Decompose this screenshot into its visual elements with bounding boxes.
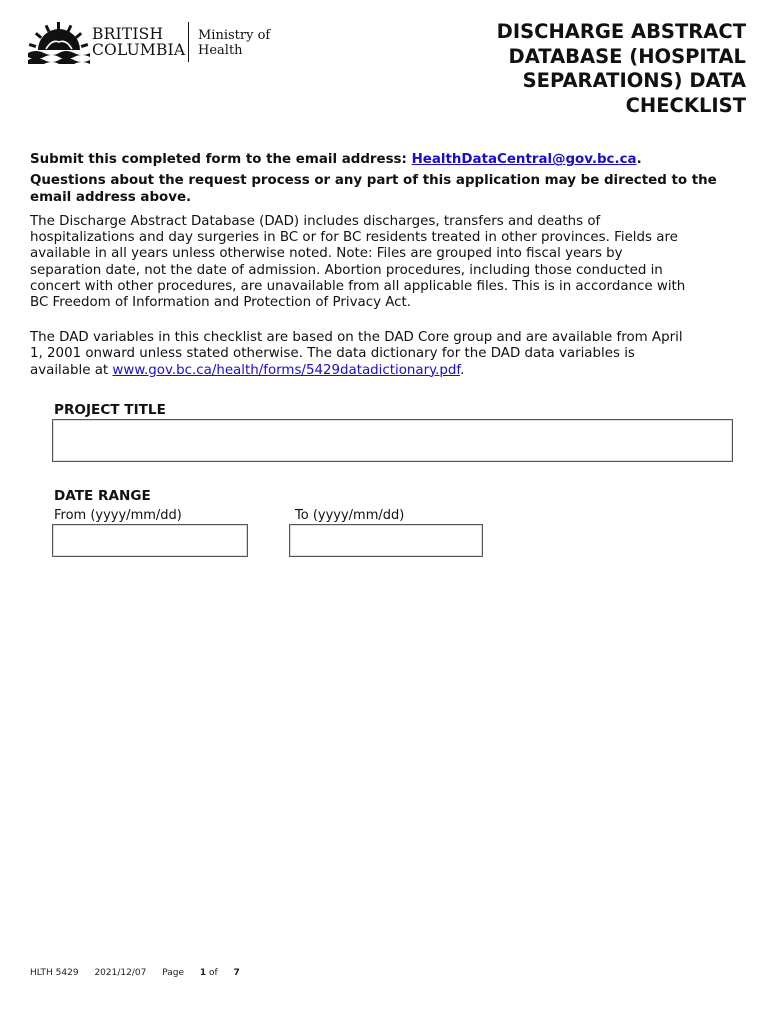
document-title-line: DATABASE (HOSPITAL bbox=[508, 44, 746, 68]
paragraph-line: The Discharge Abstract Database (DAD) includes discharges, transfers and deaths of bbox=[30, 214, 601, 229]
paragraph-text: available at bbox=[30, 362, 113, 378]
logo-ministry-text: Ministry of bbox=[198, 28, 271, 43]
from-date-input[interactable] bbox=[52, 524, 248, 557]
paragraph-line: The DAD variables in this checklist are based on the DAD Core group and are available from April bbox=[30, 330, 683, 346]
logo-british-text: BRITISH bbox=[92, 25, 164, 43]
submit-instruction-text: Submit this completed form to the email address: bbox=[30, 152, 412, 167]
page-of: of bbox=[206, 968, 221, 978]
to-date-input[interactable] bbox=[289, 524, 483, 557]
logo-columbia-text: COLUMBIA bbox=[92, 41, 186, 59]
form-number: HLTH 5429 bbox=[30, 968, 79, 978]
document-title bbox=[446, 20, 746, 118]
logo-divider bbox=[188, 22, 189, 62]
questions-instruction: Questions about the request process or any part of this application may be directed to the email address above. bbox=[30, 173, 717, 205]
bc-government-logo bbox=[28, 20, 278, 66]
paragraph-line: available in all years unless otherwise noted. Note: Files are grouped into fiscal years by bbox=[30, 246, 623, 262]
paragraph-line: 1, 2001 onward unless stated otherwise. The data dictionary for the DAD data variables is bbox=[30, 346, 635, 362]
logo-health-text: Health bbox=[198, 43, 243, 58]
email-link[interactable]: HealthDataCentral@gov.bc.ca bbox=[411, 152, 637, 167]
page-current: 1 bbox=[199, 968, 207, 978]
page-number bbox=[162, 968, 240, 978]
submit-instruction bbox=[30, 151, 748, 168]
paragraph-line: separation date, not the date of admission. Abortion procedures, including those conducted in bbox=[30, 262, 663, 278]
paragraph-line bbox=[30, 363, 748, 379]
paragraph-line: BC Freedom of Information and Protection of Privacy Act. bbox=[30, 295, 412, 311]
document-title-line: SEPARATIONS) DATA bbox=[522, 69, 746, 92]
page-prefix: Page bbox=[162, 968, 187, 978]
submit-instruction-end: . bbox=[636, 152, 642, 167]
intro-section bbox=[30, 151, 748, 390]
form-date: 2021/12/07 bbox=[94, 968, 147, 978]
paragraph-end: . bbox=[460, 362, 465, 378]
paragraph-line: hospitalizations and day surgeries in BC or for BC residents treated in other provinces. Fields are bbox=[30, 230, 678, 246]
project-title-label: PROJECT TITLE bbox=[54, 402, 166, 418]
document-title-line: CHECKLIST bbox=[625, 93, 746, 117]
project-title-input[interactable] bbox=[52, 419, 733, 462]
from-date-label: From (yyyy/mm/dd) bbox=[54, 508, 182, 523]
to-date-label: To (yyyy/mm/dd) bbox=[295, 508, 405, 523]
bc-sun-waves-icon bbox=[28, 20, 90, 64]
paragraph-line: concert with other procedures, are unavailable from all applicable files. This is in accordance with bbox=[30, 278, 686, 294]
page-total: 7 bbox=[233, 968, 240, 978]
date-range-label: DATE RANGE bbox=[54, 488, 151, 504]
page-footer bbox=[30, 968, 240, 978]
document-title-line: DISCHARGE ABSTRACT bbox=[496, 20, 746, 43]
dad-variables-paragraph bbox=[30, 330, 748, 379]
dad-description-paragraph bbox=[30, 214, 748, 311]
data-dictionary-link[interactable]: www.gov.bc.ca/health/forms/5429datadictionary.pdf bbox=[112, 362, 461, 378]
